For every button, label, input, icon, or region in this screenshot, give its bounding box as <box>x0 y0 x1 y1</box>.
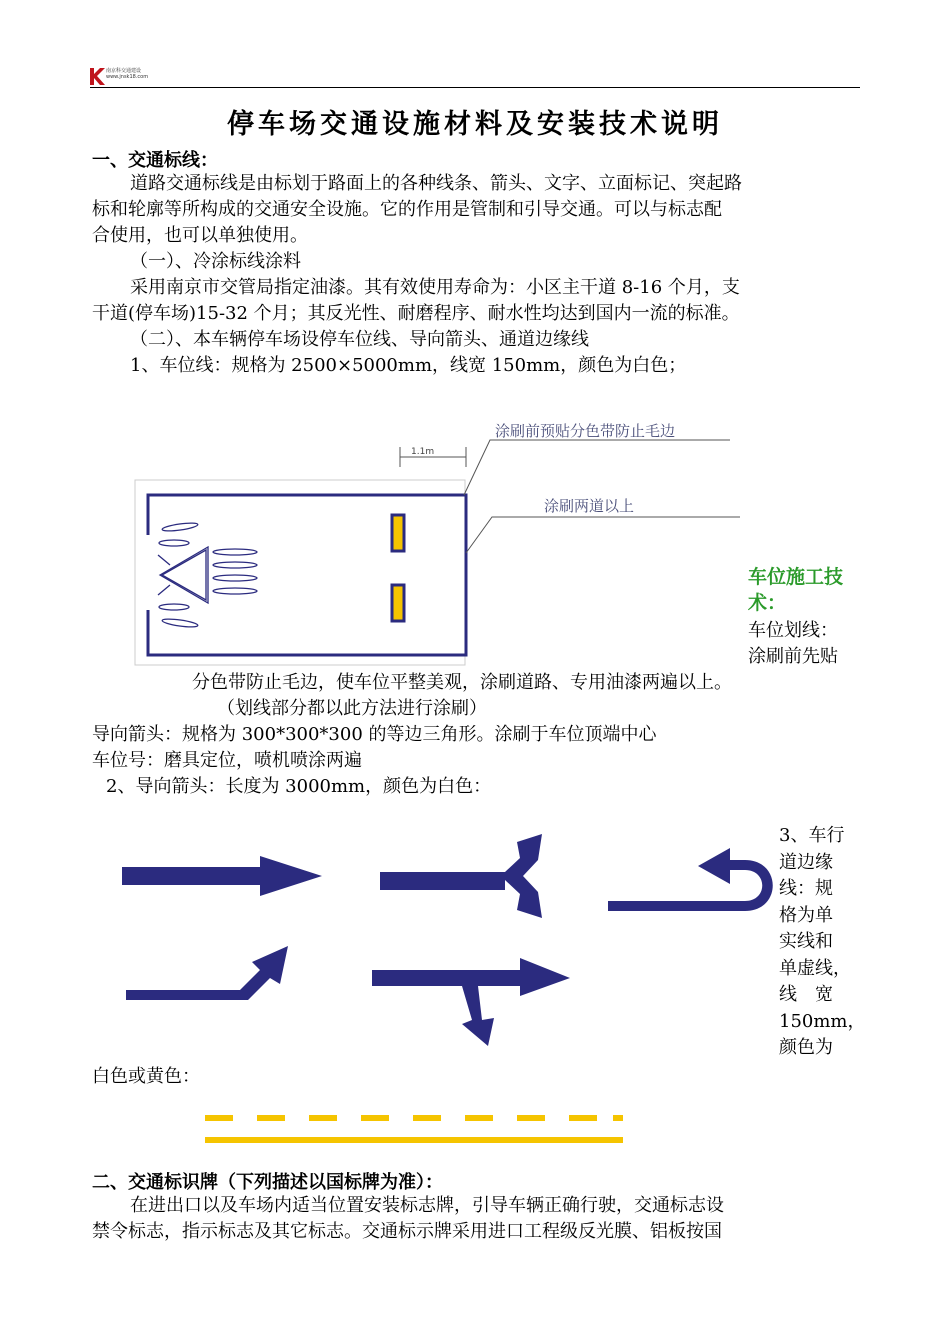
leader-line-tape <box>464 440 730 495</box>
edge-lines-figure <box>205 1110 625 1150</box>
paint-line-1: 采用南京市交管局指定油漆。其有效使用寿命为：小区主干道 8-16 个月，支 <box>130 277 740 298</box>
stall-technique-text <box>748 618 838 670</box>
item1-stall-line: 1、车位线：规格为 2500×5000mm，线宽 150mm，颜色为白色； <box>130 355 687 376</box>
leader-line-coats <box>466 517 740 553</box>
item3-line-4: 格为单 <box>779 904 833 926</box>
logo-k-icon <box>88 66 108 86</box>
item3-color: 白色或黄色： <box>92 1066 200 1087</box>
solid-edge-line <box>205 1137 623 1143</box>
arrow-straight <box>122 856 322 896</box>
technique-cont-line-2: （划线部分都以此方法进行涂刷） <box>217 698 487 719</box>
item3-line-1: 3、车行 <box>779 825 845 846</box>
item3-line-7: 线 宽 <box>779 984 833 1005</box>
stall-number-spec: 车位号：磨具定位，喷机喷涂两遍 <box>92 750 362 771</box>
arrow-split-left-right <box>380 834 542 918</box>
arrow-spec: 导向箭头：规格为 300*300*300 的等边三角形。涂刷于车位顶端中心 <box>92 724 657 745</box>
item3-edge-line <box>779 823 866 1062</box>
item3-line-5: 实线和 <box>779 931 833 952</box>
section1-heading: 一、交通标线： <box>92 150 218 171</box>
paint-line-2: 干道(停车场)15-32 个月；其反光性、耐磨程序、耐水性均达到国内一流的标准。 <box>92 303 740 324</box>
stall-number-mark-bottom <box>392 585 404 621</box>
arrow-straight-branch <box>372 958 570 1046</box>
intro-line-2: 标和轮廓等所构成的交通安全设施。它的作用是管制和引导交通。可以与标志配 <box>92 199 722 220</box>
guide-arrows-figure <box>110 820 770 1050</box>
page-title: 停车场交通设施材料及安装技术说明 <box>227 109 723 140</box>
item3-line-2: 道边缘 <box>779 851 833 873</box>
logo-text <box>106 68 148 80</box>
arrow-u-turn <box>608 848 773 911</box>
item2-arrow: 2、导向箭头：长度为 3000mm，颜色为白色： <box>106 776 492 797</box>
label-two-coats: 涂刷两道以上 <box>544 497 635 515</box>
stall-number-mark-top <box>392 515 404 551</box>
subheading-markings: （二）、本车辆停车场设停车位线、导向箭头、通道边缘线 <box>130 329 589 350</box>
parking-stall-diagram <box>130 405 750 670</box>
label-pre-tape: 涂刷前预贴分色带防止毛边 <box>495 422 676 440</box>
dimension-label: 1.1m <box>411 447 435 457</box>
signs-line-2: 禁令标志，指示标志及其它标志。交通标示牌采用进口工程级反光膜、铝板按国 <box>92 1221 722 1242</box>
intro-line-3: 合使用，也可以单独使用。 <box>92 225 308 246</box>
item3-line-8: 150mm， <box>779 1010 866 1032</box>
subheading-cold-paint: （一）、冷涂标线涂料 <box>130 251 301 272</box>
item3-line-9: 颜色为 <box>779 1037 833 1058</box>
stall-technique-heading <box>748 564 843 616</box>
intro-line-1: 道路交通标线是由标划于路面上的各种线条、箭头、文字、立面标记、突起路 <box>130 173 742 194</box>
stall-technique-text-1: 车位划线： <box>748 620 838 641</box>
stall-technique-line-1: 车位施工技 <box>748 566 844 588</box>
technique-cont-line-1: 分色带防止毛边，使车位平整美观，涂刷道路、专用油漆两遍以上。 <box>192 672 732 693</box>
diagram-frame <box>135 480 465 665</box>
section2-heading: 二、交通标识牌（下列描述以国标牌为准）： <box>92 1172 443 1193</box>
signs-line-1: 在进出口以及车场内适当位置安装标志牌，引导车辆正确行驶，交通标志设 <box>130 1195 724 1216</box>
logo-company-name: 南京科交通建设 <box>106 68 142 74</box>
arrow-straight-turn <box>126 946 288 1000</box>
dashed-edge-line <box>205 1115 623 1121</box>
stall-technique-text-2: 涂刷前先贴 <box>748 646 838 667</box>
item3-line-3: 线：规 <box>779 878 833 899</box>
item3-line-6: 单虚线， <box>779 957 851 979</box>
stall-technique-line-2: 术： <box>748 592 787 614</box>
header-rule <box>90 87 860 88</box>
logo-url: www.jnsk18.com <box>106 74 149 80</box>
